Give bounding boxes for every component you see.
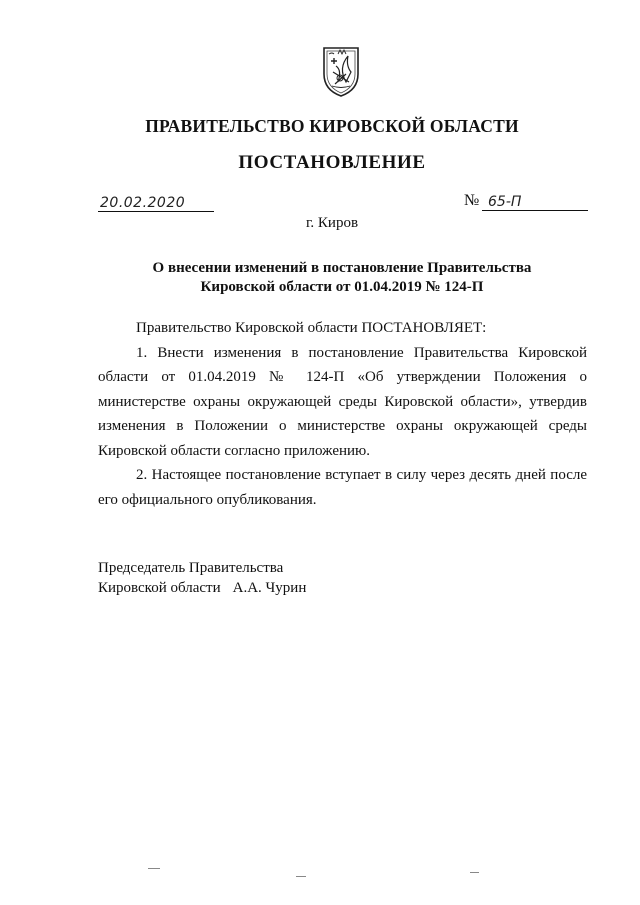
- document-type-heading: ПОСТАНОВЛЕНИЕ: [238, 152, 426, 173]
- number-field: [464, 191, 588, 211]
- scan-speck: [296, 876, 306, 877]
- signature-block: [98, 558, 306, 598]
- city-line: г. Киров: [305, 215, 359, 231]
- document-date: 20.02.2020: [100, 195, 186, 211]
- document-number: 65-П: [488, 194, 522, 210]
- scan-speck: [148, 868, 160, 869]
- document-body: [98, 316, 587, 512]
- government-title: ПРАВИТЕЛЬСТВО КИРОВСКОЙ ОБЛАСТИ: [145, 116, 519, 136]
- number-sign: №: [464, 192, 480, 209]
- signatory-name: А.А. Чурин: [232, 580, 307, 596]
- document-subject: О внесении изменений в постановление Правительства Кировской области от 01.04.2019 № 124-П: [152, 260, 532, 295]
- signatory-title-line2-row: [98, 578, 306, 598]
- number-underline: [482, 190, 588, 211]
- paragraph-2: 2. Настоящее постановление вступает в силу через десять дней после его официального опубликования.: [98, 467, 587, 508]
- signatory-title-line2: Кировской области: [98, 580, 221, 596]
- coat-of-arms-icon: [316, 42, 366, 98]
- date-field: [98, 191, 214, 212]
- preamble-paragraph: Правительство Кировской области ПОСТАНОВЛЯЕТ:: [136, 320, 487, 336]
- signatory-title-line1: Председатель Правительства: [98, 560, 284, 576]
- paragraph-1: 1. Внести изменения в постановление Правительства Кировской области от 01.04.2019 № 124-П «Об утверждении Положения о министерстве охраны окружающей среды Кировской области», утвердив изменения в Положении о министерстве охраны окружающей среды Кировской области согласно приложению.: [98, 344, 587, 459]
- scan-speck: [470, 872, 479, 873]
